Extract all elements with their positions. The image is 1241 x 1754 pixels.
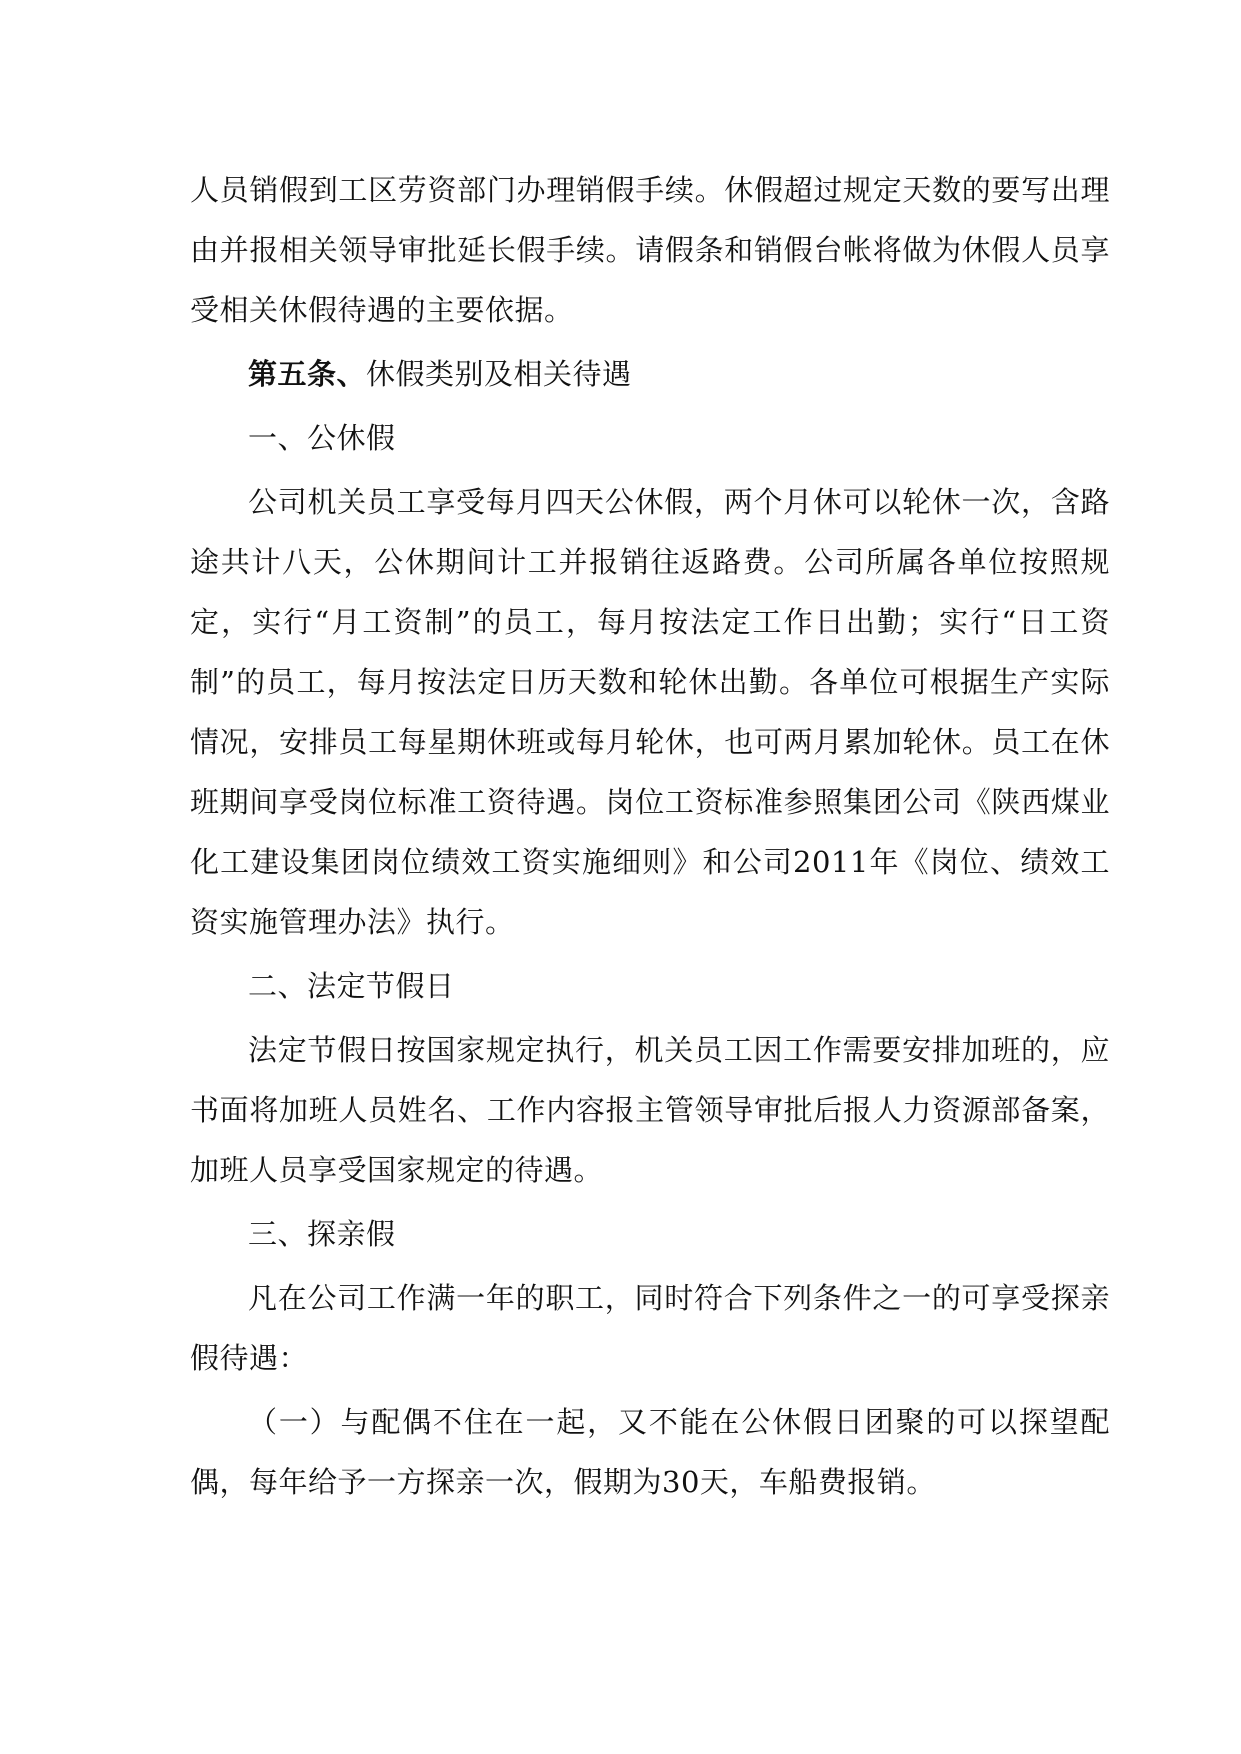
section-heading-home-leave: 三、探亲假 xyxy=(248,1217,396,1251)
article-title: 休假类别及相关待遇 xyxy=(366,357,632,391)
section-heading-regular-leave: 一、公休假 xyxy=(248,421,396,455)
paragraph-holidays: 法定节假日按国家规定执行，机关员工因工作需要安排加班的，应书面将加班人员姓名、工作内容报主管领导审批后报人力资源部备案，加班人员享受国家规定的待遇。 xyxy=(190,1033,1110,1187)
document-page xyxy=(190,160,1110,1512)
article-number: 第五条、 xyxy=(248,357,367,391)
paragraph-regular-leave: 公司机关员工享受每月四天公休假，两个月休可以轮休一次，含路途共计八天，公休期间计工并报销往返路费。公司所属各单位按照规定，实行“月工资制”的员工，每月按法定工作日出勤；实行“日工资制”的员工，每月按法定日历天数和轮休出勤。各单位可根据生产实际情况，安排员工每星期休班或每月轮休，也可两月累加轮休。员工在休班期间享受岗位标准工资待遇。岗位工资标准参照集团公司《陕西煤业化工建设集团岗位绩效工资实施细则》和公司2011年《岗位、绩效工资实施管理办法》执行。 xyxy=(190,485,1110,939)
paragraph-leave-cancellation: 人员销假到工区劳资部门办理销假手续。休假超过规定天数的要写出理由并报相关领导审批延长假手续。请假条和销假台帐将做为休假人员享受相关休假待遇的主要依据。 xyxy=(190,173,1110,327)
paragraph-home-leave-spouse: （一）与配偶不住在一起，又不能在公休假日团聚的可以探望配偶，每年给予一方探亲一次，假期为30天，车船费报销。 xyxy=(190,1405,1110,1499)
section-heading-holidays: 二、法定节假日 xyxy=(248,969,455,1003)
paragraph-home-leave-eligibility: 凡在公司工作满一年的职工，同时符合下列条件之一的可享受探亲假待遇： xyxy=(190,1281,1110,1375)
article-five-heading xyxy=(190,344,1110,404)
